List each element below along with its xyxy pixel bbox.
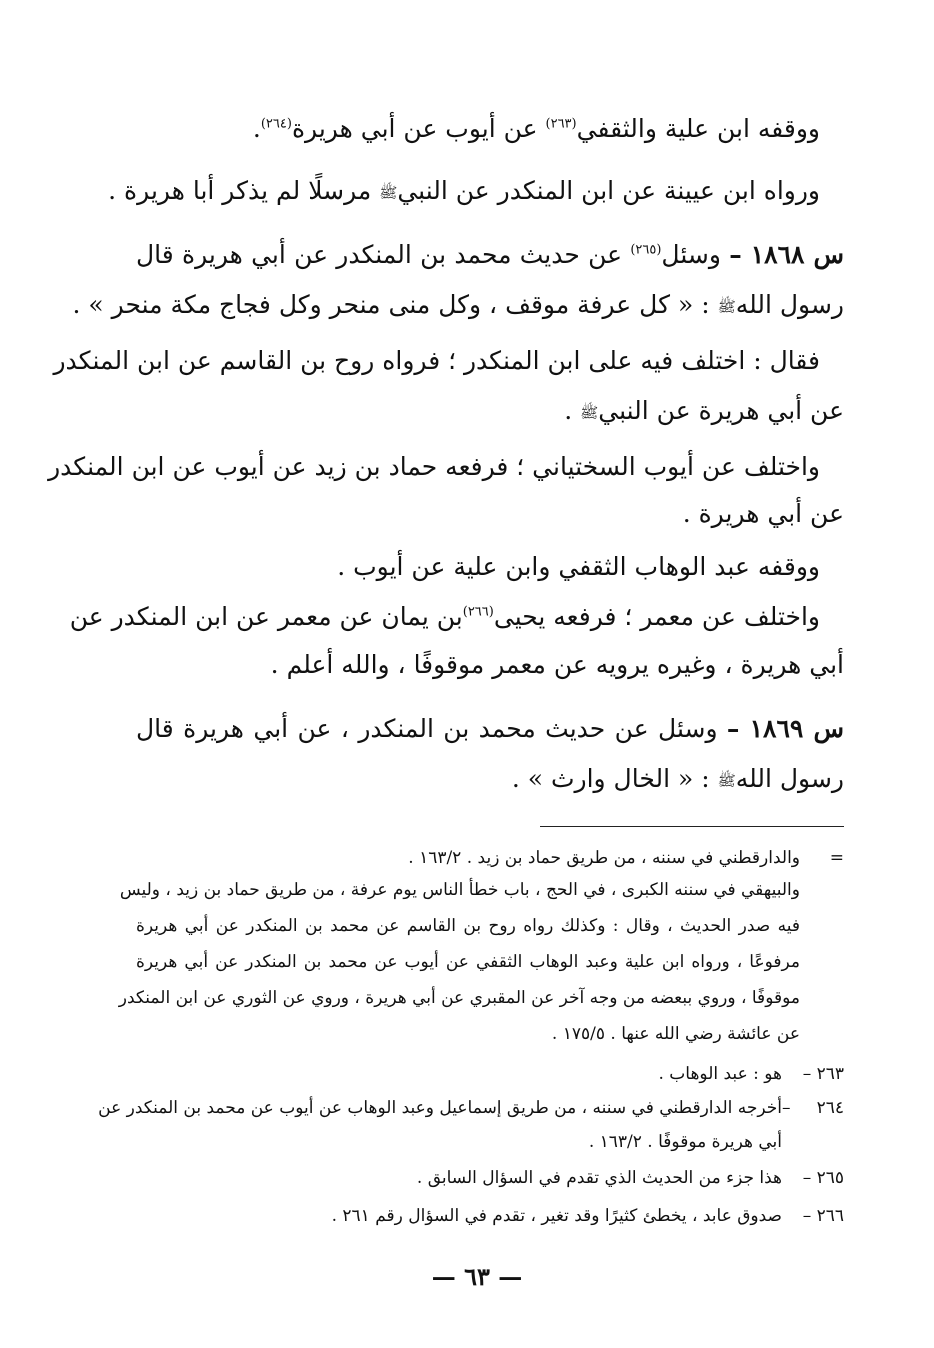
text-segment: مرسلًا لم يذكر أبا هريرة . xyxy=(108,176,380,205)
footnote-text: هذا جزء من الحديث الذي تقدم في السؤال السابق . xyxy=(416,1168,782,1188)
footnote-266 xyxy=(136,1204,844,1228)
footnote-number: ٢٦٤ – xyxy=(782,1098,844,1118)
text-line-9: ووقفه عبد الوهاب الثقفي وابن علية عن أيوب . xyxy=(337,552,820,581)
footnote-continuation-line-5: موقوفًا ، وروي ببعضه من وجه آخر عن المقبري عن أبي هريرة ، وروي عن الثوري عن ابن المنكدر xyxy=(118,988,800,1008)
footnote-ref-263[interactable]: (٢٦٣) xyxy=(545,116,577,132)
footnote-ref-264[interactable]: (٢٦٤) xyxy=(260,116,292,132)
text-line-7: واختلف عن أيوب السختياني ؛ فرفعه حماد بن زيد عن أيوب عن ابن المنكدر xyxy=(48,452,820,481)
text-line-2 xyxy=(108,174,844,210)
footnote-continuation-line-3: فيه صدر الحديث ، وقال : وكذلك رواه روح بن القاسم عن محمد بن المنكدر عن أبي هريرة xyxy=(136,916,800,936)
question-1868-line-1 xyxy=(136,238,844,272)
honorific-symbol: ﷺ xyxy=(717,771,736,790)
footnote-265 xyxy=(136,1166,844,1190)
question-number: س ١٨٦٩ – xyxy=(726,714,844,743)
text-line-8: عن أبي هريرة . xyxy=(682,499,844,528)
text-line-1 xyxy=(136,112,844,146)
footnote-text: هو : عبد الوهاب . xyxy=(658,1064,782,1084)
footnote-continuation-line-6: عن عائشة رضي الله عنها . ١٧٥/٥ . xyxy=(551,1024,800,1044)
honorific-symbol: ﷺ xyxy=(379,183,398,202)
footnote-divider xyxy=(540,826,844,827)
text-segment: رسول الله xyxy=(735,290,844,319)
footnote-264-line-1 xyxy=(98,1096,844,1120)
footnote-continuation-line-4: مرفوعًا ، ورواه ابن علية وعبد الوهاب الثقفي عن أيوب عن محمد بن المنكدر عن أبي هريرة xyxy=(136,952,800,972)
text-segment: وسئل xyxy=(661,240,730,269)
footnote-text: أخرجه الدارقطني في سننه ، من طريق إسماعيل وعبد الوهاب عن أيوب عن محمد بن المنكدر عن xyxy=(98,1098,782,1118)
text-segment: رسول الله xyxy=(735,764,844,793)
text-segment: عن حديث محمد بن المنكدر عن أبي هريرة قال xyxy=(136,240,631,269)
text-segment: وسئل عن حديث محمد بن المنكدر ، عن أبي هريرة قال xyxy=(136,714,727,743)
text-line-10 xyxy=(69,600,844,634)
text-segment: بن يمان عن معمر عن ابن المنكدر عن xyxy=(69,602,463,631)
honorific-symbol: ﷺ xyxy=(580,403,599,422)
question-1869-line-1 xyxy=(136,712,844,746)
question-number: س ١٨٦٨ – xyxy=(729,240,844,269)
text-segment: ووقفه ابن علية والثقفي xyxy=(576,114,820,143)
text-segment: : « كل عرفة موقف ، وكل منى منحر وكل فجاج مكة منحر » . xyxy=(72,290,718,319)
text-segment: عن أبي هريرة عن النبي xyxy=(598,396,844,425)
text-segment: : « الخال وارث » . xyxy=(511,764,718,793)
text-segment: . xyxy=(252,114,261,143)
text-segment: واختلف عن معمر ؛ فرفعه يحيى xyxy=(493,602,820,631)
footnote-text: صدوق عابد ، يخطئ كثيرًا وقد تغير ، تقدم في السؤال رقم ٢٦١ . xyxy=(331,1206,782,1226)
text-segment: عن أيوب عن أبي هريرة xyxy=(291,114,546,143)
footnote-continuation-line-1 xyxy=(136,846,844,870)
question-1868-line-2 xyxy=(72,288,844,324)
footnote-number: ٢٦٥ – xyxy=(802,1168,844,1188)
footnote-number: ٢٦٦ – xyxy=(802,1206,844,1226)
page-number: — ٦٣ — xyxy=(431,1262,523,1291)
text-line-5: فقال : اختلف فيه على ابن المنكدر ؛ فرواه روح بن القاسم عن ابن المنكدر xyxy=(53,346,820,375)
continuation-mark: = xyxy=(829,848,844,868)
footnote-continuation-line-2: والبيهقي في سننه الكبرى ، في الحج ، باب خطأ الناس يوم عرفة ، من طريق حماد بن زيد ، وليس xyxy=(119,880,800,900)
footnote-ref-266[interactable]: (٢٦٦) xyxy=(462,604,494,620)
text-segment: ورواه ابن عيينة عن ابن المنكدر عن النبي xyxy=(397,176,820,205)
footnote-text: والدارقطني في سننه ، من طريق حماد بن زيد . ١٦٣/٢ . xyxy=(408,848,800,868)
footnote-263 xyxy=(136,1062,844,1086)
footnote-264-line-2: أبي هريرة موقوفًا . ١٦٣/٢ . xyxy=(588,1132,782,1152)
text-line-6 xyxy=(136,394,844,430)
honorific-symbol: ﷺ xyxy=(717,297,736,316)
footnote-number: ٢٦٣ – xyxy=(802,1064,844,1084)
footnote-ref-265[interactable]: (٢٦٥) xyxy=(630,242,662,258)
text-segment: . xyxy=(564,396,581,425)
question-1869-line-2 xyxy=(136,762,844,798)
text-line-11: أبي هريرة ، وغيره يرويه عن معمر موقوفًا ، والله أعلم . xyxy=(270,650,844,679)
